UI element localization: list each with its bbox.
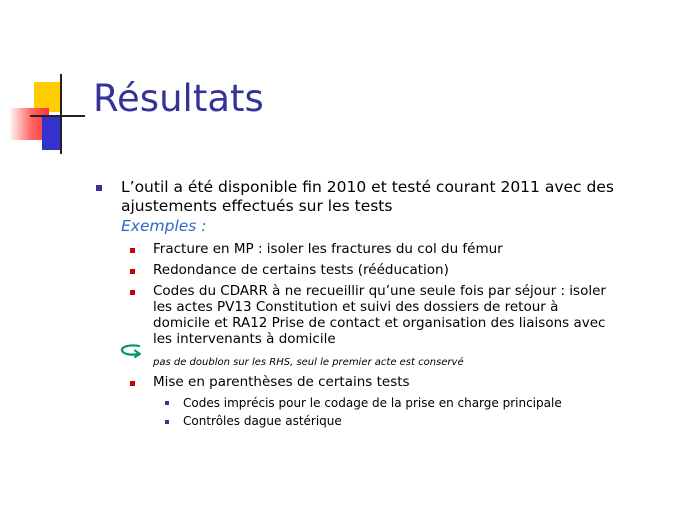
note-doublon: pas de doublon sur les RHS, seul le premier acte est conservé	[153, 357, 464, 368]
level1-bullet	[96, 185, 102, 191]
level2-bullet	[130, 290, 135, 295]
level2-bullet	[130, 248, 135, 253]
bullet1-line2: ajustements effectués sur les tests	[121, 197, 393, 215]
deco-blue-square	[42, 115, 62, 150]
sub-item-cdarr-line2: les actes PV13 Constitution et suivi des dossiers de retour à	[153, 299, 559, 315]
bullet1-line1: L’outil a été disponible fin 2010 et testé courant 2011 avec des	[121, 178, 614, 196]
level3-bullet	[165, 420, 169, 424]
level2-bullet	[130, 381, 135, 386]
sub-sub-item-controles: Contrôles dague astérique	[183, 414, 342, 428]
sub-sub-item-codes: Codes imprécis pour le codage de la prise en charge principale	[183, 396, 562, 410]
sub-item-parentheses: Mise en parenthèses de certains tests	[153, 374, 410, 390]
sub-item-cdarr-line3: domicile et RA12 Prise de contact et organisation des liaisons avec	[153, 315, 606, 331]
sub-item-cdarr-line4: les intervenants à domicile	[153, 331, 336, 347]
level3-bullet	[165, 401, 169, 405]
sub-item-redondance: Redondance de certains tests (rééducation)	[153, 262, 449, 278]
curved-arrow-icon	[117, 343, 143, 359]
sub-item-cdarr-line1: Codes du CDARR à ne recueillir qu’une seule fois par séjour : isoler	[153, 283, 606, 299]
deco-horizontal-line	[30, 115, 85, 117]
level2-bullet	[130, 269, 135, 274]
examples-label: Exemples :	[121, 217, 207, 235]
slide-title: Résultats	[93, 77, 264, 120]
sub-item-fracture: Fracture en MP : isoler les fractures du col du fémur	[153, 241, 503, 257]
deco-vertical-line	[60, 74, 62, 154]
